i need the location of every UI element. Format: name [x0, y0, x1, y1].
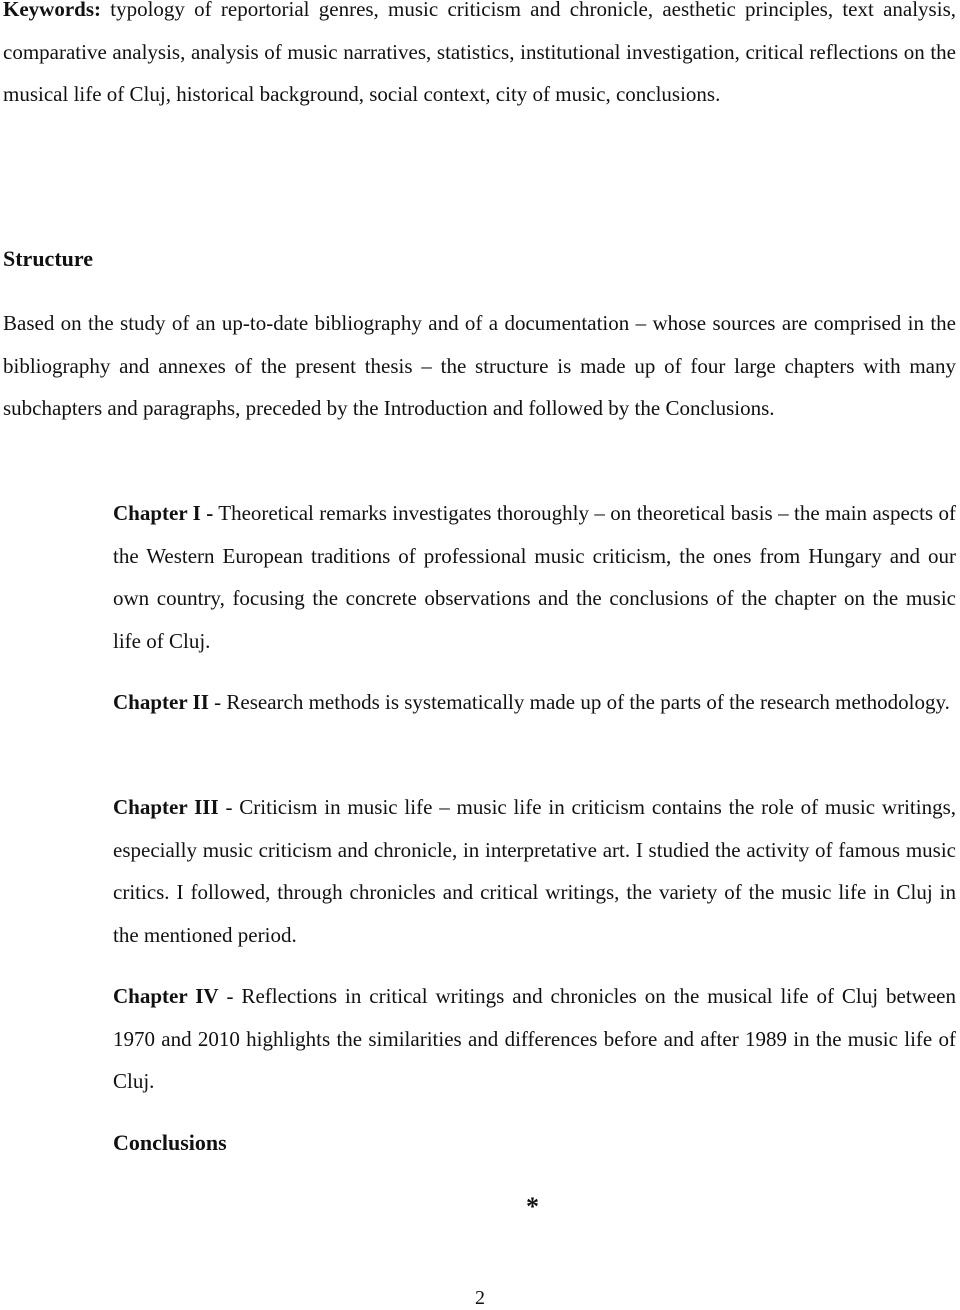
chapter-2-paragraph	[113, 681, 956, 724]
chapter-1-label: Chapter I -	[113, 501, 214, 525]
chapter-4-text: - Reflections in critical writings and chronicles on the musical life of Cluj between 1970 and 2010 highlights the similarities and differences before and after 1989 in the music life of Cluj.	[113, 984, 956, 1093]
chapter-4-label: Chapter IV	[113, 984, 219, 1008]
structure-paragraph: Based on the study of an up-to-date bibliography and of a documentation – whose sources are comprised in the bibliography and annexes of the present thesis – the structure is made up of four large chapters with many subchapters and paragraphs, preceded by the Introduction and followed by the Conclusions.	[3, 311, 956, 420]
chapter-2-text: - Research methods is systematically made up of the parts of the research methodology.	[208, 690, 950, 714]
section-separator: *	[526, 1192, 539, 1221]
chapter-3-text: - Criticism in music life – music life in criticism contains the role of music writings, especially music criticism and chronicle, in interpretative art. I studied the activity of famous music critics. I followed, through chronicles and critical writings, the variety of the music life in Cluj in the mentioned period.	[113, 795, 956, 947]
chapter-4-paragraph	[113, 975, 956, 1103]
chapter-1-paragraph	[113, 492, 956, 662]
page-number: 2	[475, 1287, 485, 1309]
conclusions-heading: Conclusions	[113, 1130, 227, 1155]
keywords-label: Keywords:	[3, 0, 101, 21]
chapter-3-label: Chapter III	[113, 795, 219, 819]
keywords-paragraph	[3, 0, 956, 116]
keywords-text: typology of reportorial genres, music criticism and chronicle, aesthetic principles, text analysis, comparative analysis, analysis of music narratives, statistics, institutional investigation, critical reflections on the musical life of Cluj, historical background, social context, city of music, conclusions.	[3, 0, 956, 106]
chapter-2-label: Chapter II	[113, 690, 209, 714]
chapter-1-text: Theoretical remarks investigates thoroughly – on theoretical basis – the main aspects of the Western European traditions of professional music criticism, the ones from Hungary and our own country, focusing the concrete observations and the conclusions of the chapter on the music life of Cluj.	[113, 501, 956, 653]
chapter-3-paragraph	[113, 786, 956, 956]
structure-heading: Structure	[3, 246, 94, 271]
